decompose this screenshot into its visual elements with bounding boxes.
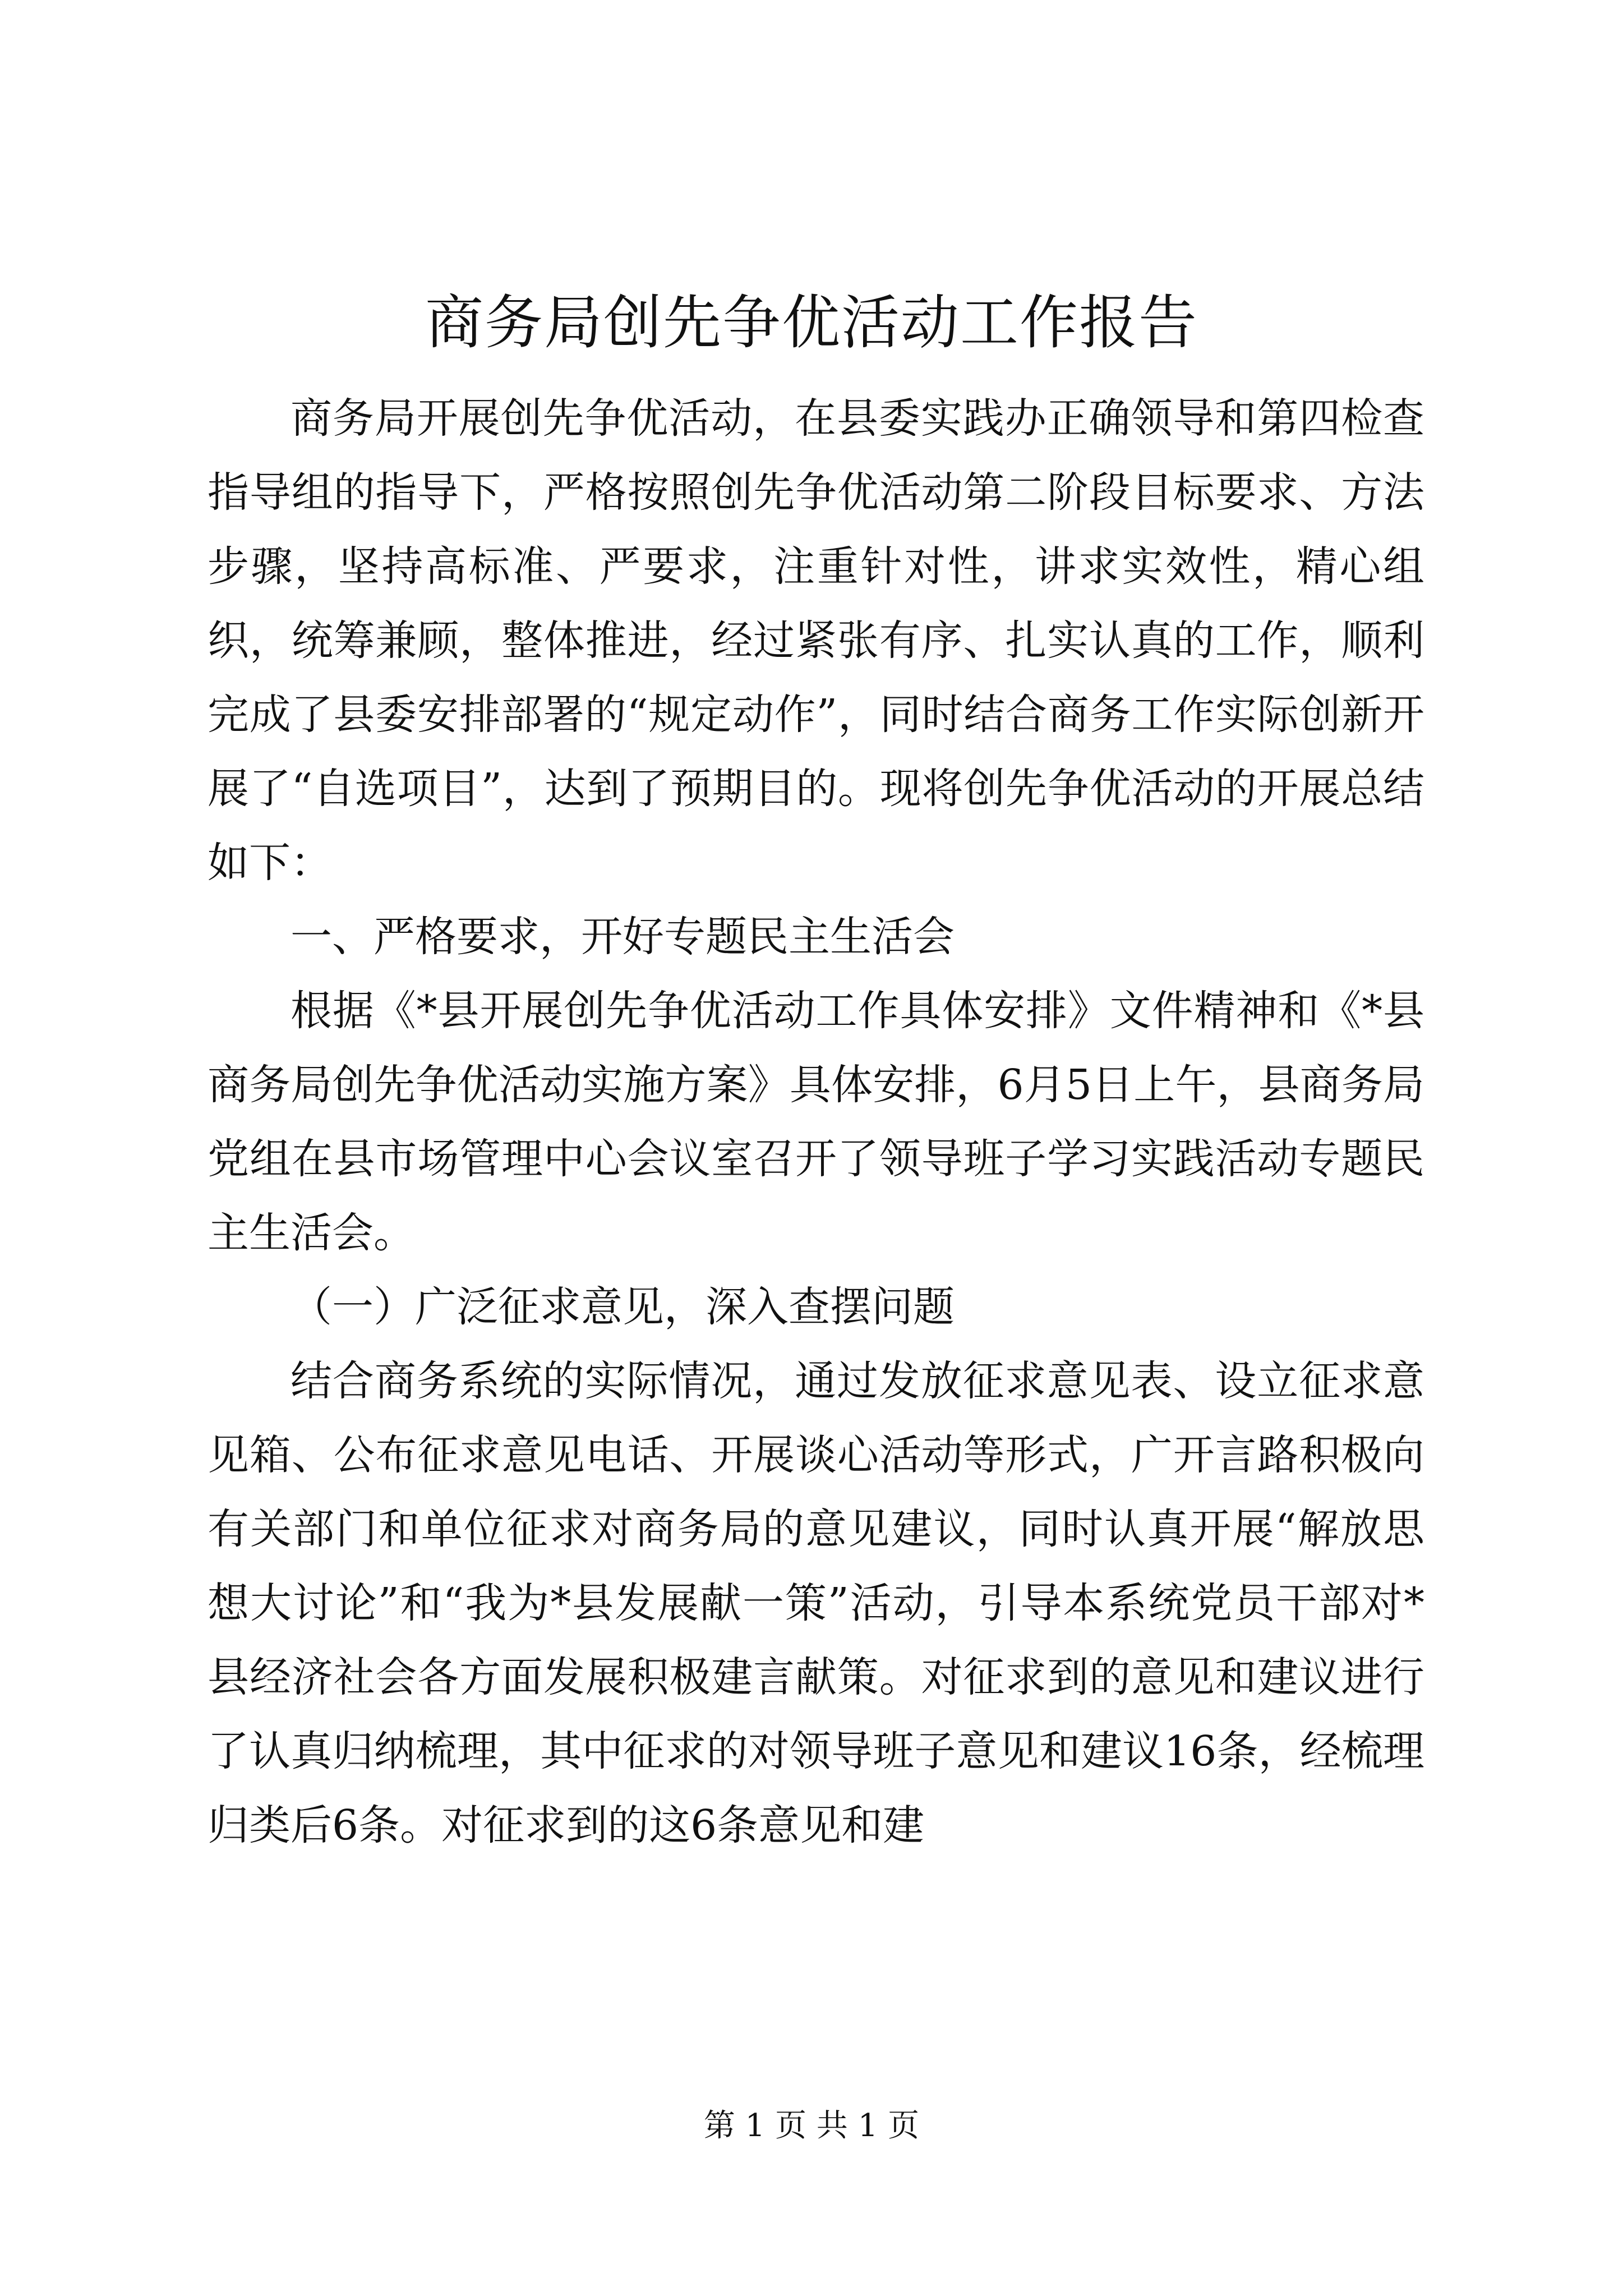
paragraph-intro: 商务局开展创先争优活动，在县委实践办正确领导和第四检查指导组的指导下，严格按照创先争优活动第二阶段目标要求、方法步骤，坚持高标准、严要求，注重针对性，讲求实效性，精心组织，统筹兼顾，整体推进，经过紧张有序、扎实认真的工作，顺利完成了县委安排部署的“规定动作”，同时结合商务工作实际创新开展了“自选项目”，达到了预期目的。现将创先争优活动的开展总结如下： [208, 394, 1424, 887]
subsection-heading-1: （一）广泛征求意见，深入查摆问题 [291, 1283, 955, 1331]
document-title: 商务局创先争优活动工作报告 [425, 288, 1198, 357]
page-number-footer: 第 1 页 共 1 页 [703, 2108, 920, 2144]
paragraph-section-1: 根据《*县开展创先争优活动工作具体安排》文件精神和《*县商务局创先争优活动实施方案》具体安排，6月5日上午，县商务局党组在县市场管理中心会议室召开了领导班子学习实践活动专题民主生活会。 [208, 987, 1424, 1257]
paragraph-subsection-1: 结合商务系统的实际情况，通过发放征求意见表、设立征求意见箱、公布征求意见电话、开展谈心活动等形式，广开言路积极向有关部门和单位征求对商务局的意见建议，同时认真开展“解放思想大讨论”和“我为*县发展献一策”活动，引导本系统党员干部对*县经济社会各方面发展积极建言献策。对征求到的意见和建议进行了认真归纳梳理，其中征求的对领导班子意见和建议16条，经梳理归类后6条。对征求到的这6条意见和建 [208, 1357, 1424, 1849]
section-heading-1: 一、严格要求，开好专题民主生活会 [291, 913, 955, 961]
document-body [208, 381, 1424, 1862]
